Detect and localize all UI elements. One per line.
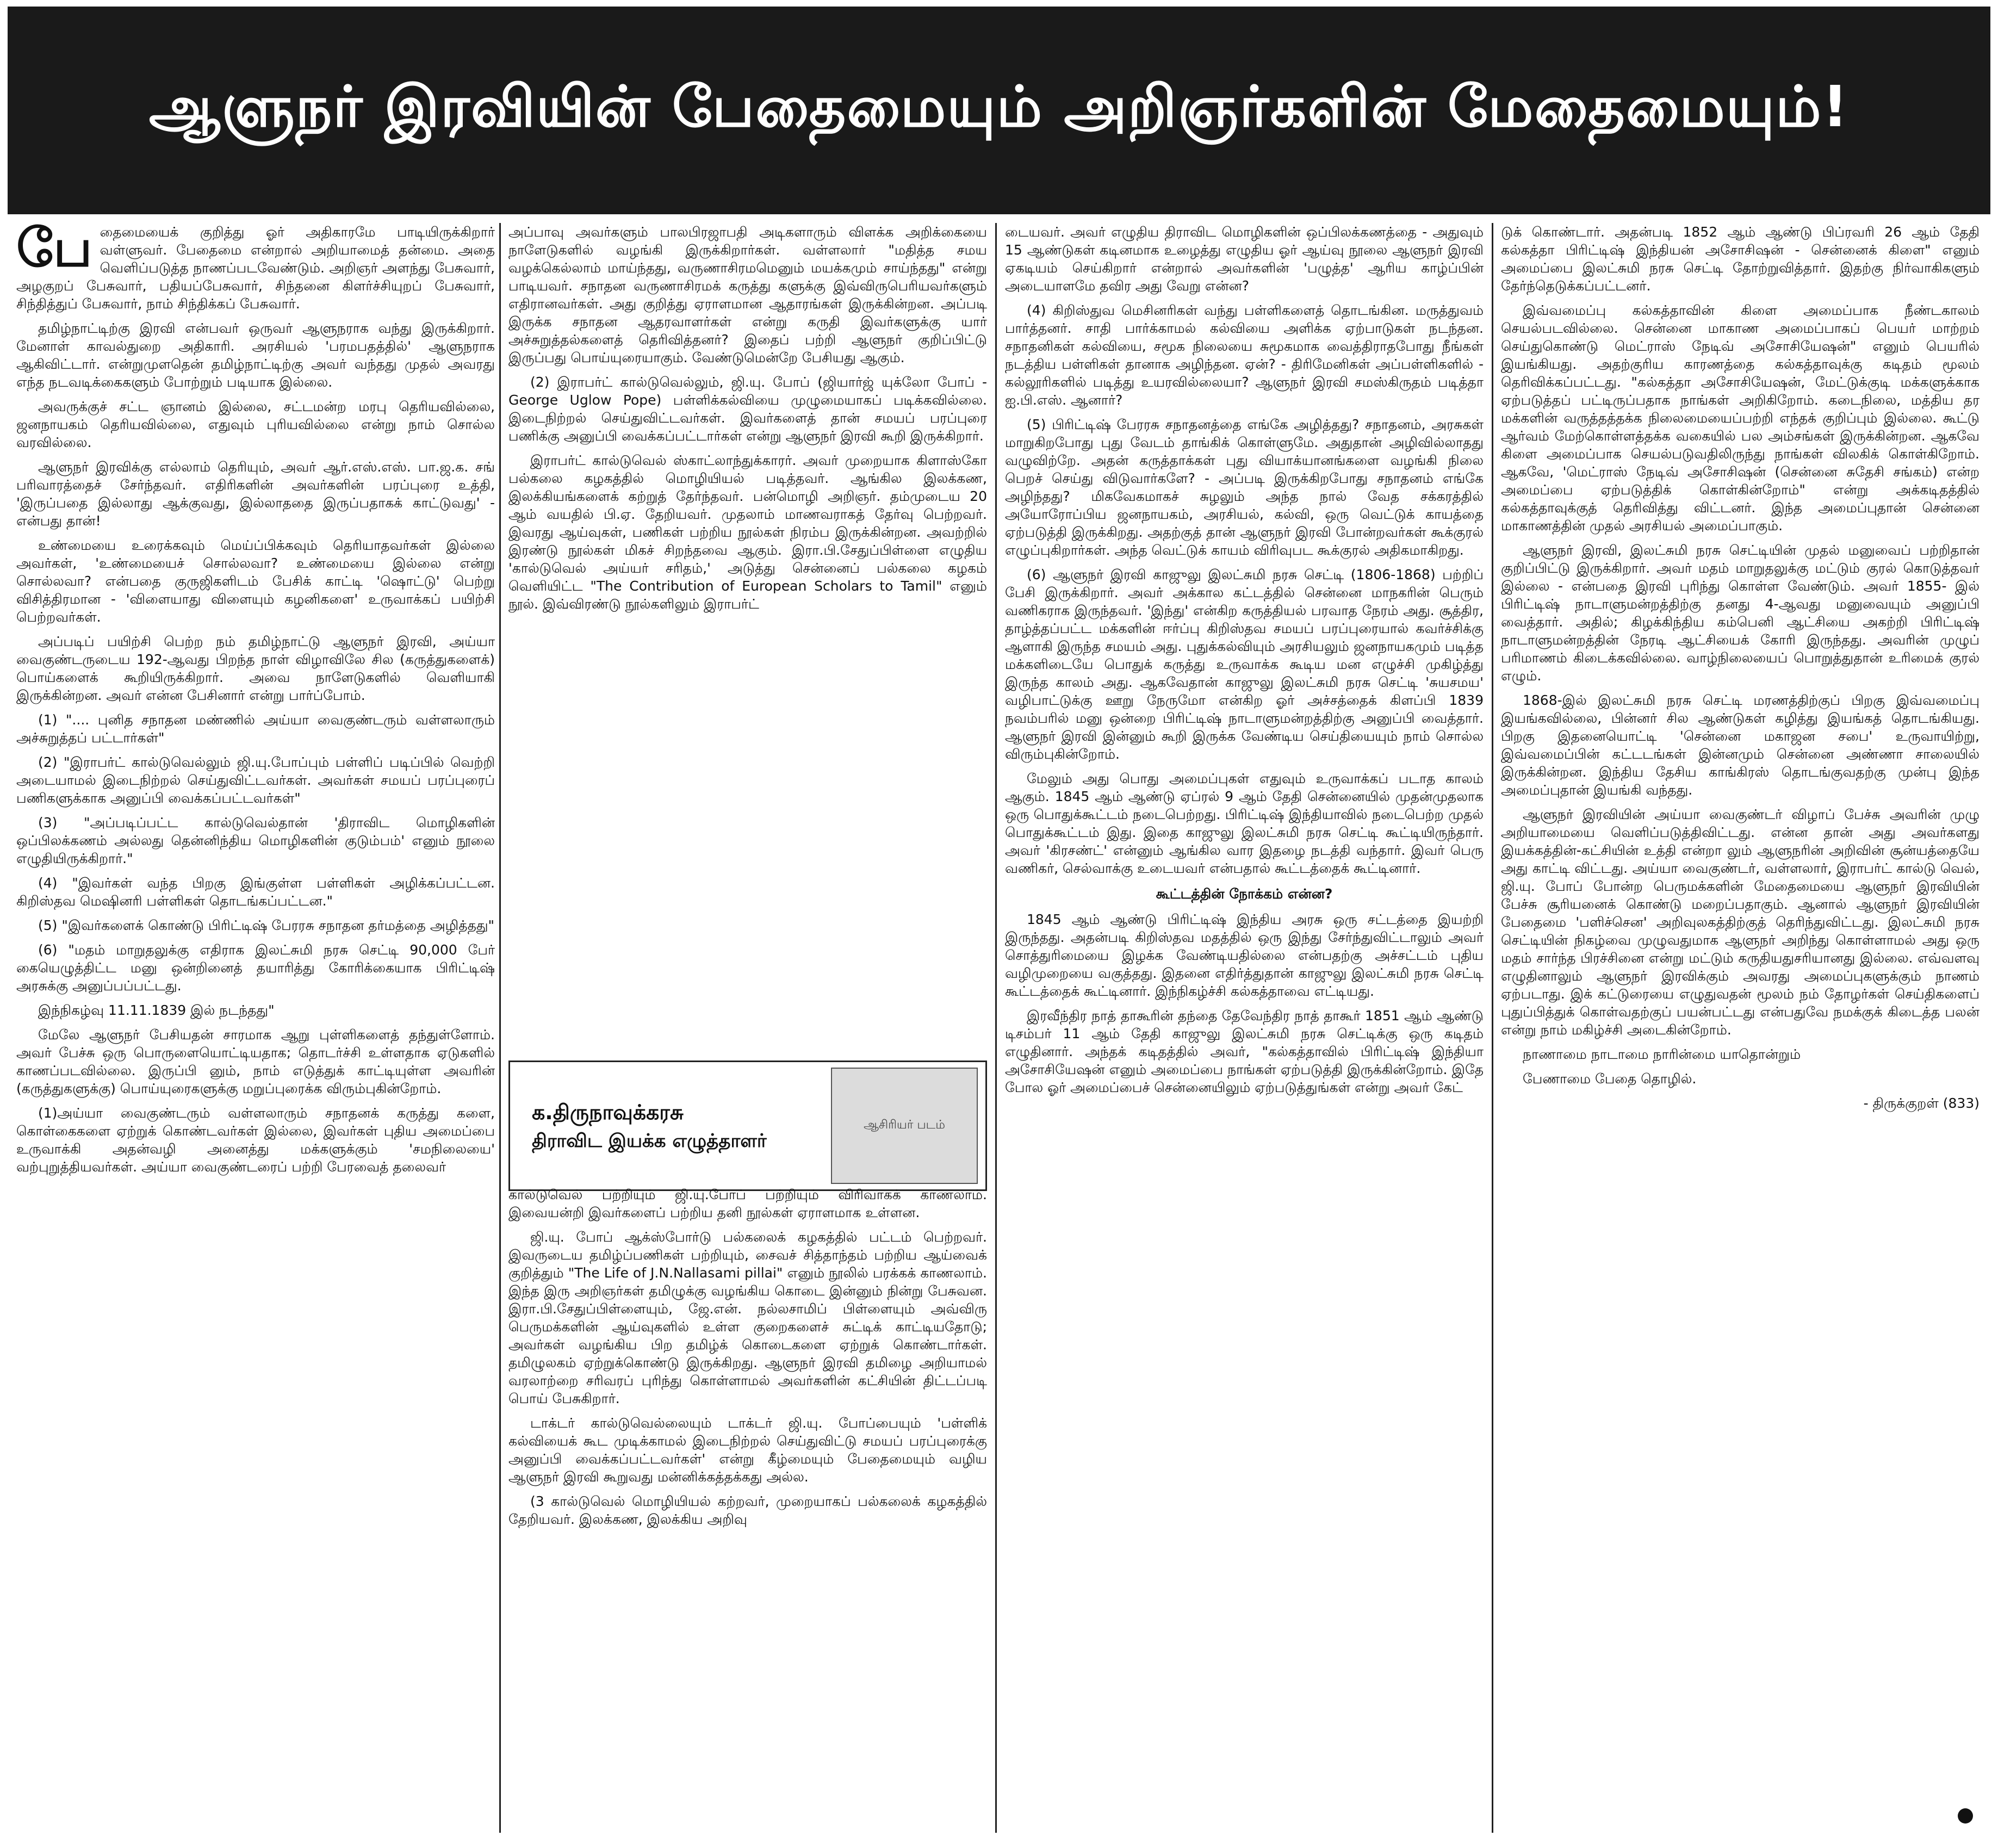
governor-quote-3: (3) "அப்படிப்பட்ட கால்டுவெல்தான் 'திராவிட மொழிகளின் ஒப்பிலக்கணம் அல்லது தென்னிந்திய மொழிகளின் குடும்பம்' எனும் நூலை எழுதியிருக்கிறார்." xyxy=(16,815,495,866)
article-paragraph: அப்படிப் பயிற்சி பெற்ற நம் தமிழ்நாட்டு ஆளுநர் இரவி, அய்யா வைகுண்டருடைய 192-ஆவது பிறந்த நாள் விழாவிலே சில (கருத்துகளைக்) பொய்களைக் கூறியிருக்கிறார். அவை நாளேடுகளில் வெளியாகி இருக்கின்றன. அவர் என்ன பேசினார் என்று பார்ப்போம். xyxy=(16,634,495,703)
article-paragraph: உண்மையை உரைக்கவும் மெய்ப்பிக்கவும் தெரியாதவர்கள் இல்லை அவர்கள், 'உண்மையைச் சொல்லவா? உண்மையை இல்லை என்று சொல்லவா? என்பதை குருஜிகளிடம் பேசிக் காட்டி 'ஷொட்டு' பெற்று விசித்திரமான - 'விளையாது விளையும் கழனிகளை' உருவாக்கப் பயிற்சி பெற்றவர்கள். xyxy=(16,537,495,625)
governor-quote-6: (6) "மதம் மாறுதலுக்கு எதிராக இலட்சுமி நரசு செட்டி 90,000 பேர் கையெழுத்திட்ட மனு ஒன்றினைத் தயாரித்து கோரிக்கையாக பிரிட்டிஷ் அரசுக்கு அனுப்பப்பட்டது. xyxy=(16,942,495,994)
governor-quote-2: (2) "இராபர்ட் கால்டுவெல்லும் ஜி.யு.போப்பும் பள்ளிப் படிப்பில் வெற்றி அடையாமல் இடைநிற்றல் செய்துவிட்டவர்கள். அவர்கள் சமயப் பரப்புரைப் பணிகளுக்காக அனுப்பி வைக்கப்பட்டவர்கள்" xyxy=(16,754,495,806)
article-column-1 xyxy=(16,223,495,1833)
headline: ஆளுநர் இரவியின் பேதைமையும் அறிஞர்களின் மேதைமையும்! xyxy=(148,73,1850,140)
article-paragraph: (2) இராபர்ட் கால்டுவெல்லும், ஜி.யு. போப் (ஜியார்ஜ் யுக்லோ போப் - George Uglow Pope) பள்ளிக்கல்வியை முழுமையாகப் படிக்கவில்லை. இடைநிற்றல் செய்துவிட்டவர்கள். இவர்களைத் தான் சமயப் பரப்புரை பணிக்கு அனுப்பி வைக்கப்பட்டார்கள் என்று ஆளுநர் இரவி கூறி இருக்கிறார். xyxy=(508,374,987,444)
author-photo: ஆசிரியர் படம் xyxy=(831,1068,978,1184)
section-subheading: கூட்டத்தின் நோக்கம் என்ன? xyxy=(1156,886,1333,902)
article-paragraph: 1868-இல் இலட்சுமி நரசு செட்டி மரணத்திற்குப் பிறகு இவ்வமைப்பு இயங்கவில்லை, பின்னர் சில ஆண்டுகள் கழித்து இயங்கத் தொடங்கியது. பிறகு இதனையொட்டி 'சென்னை மகாஜன சபை' உருவாயிற்று, இவ்வமைப்பின் கட்டடங்கள் இன்னமும் சென்னை அண்ணா சாலையில் இருக்கின்றன. இந்திய தேசிய காங்கிரஸ் தொடங்குவதற்கு முன்பு இந்த அமைப்புதான் இயங்கி வந்தது. xyxy=(1501,692,1980,798)
kural-line-1: நாணாமை நாடாமை நாரின்மை யாதொன்றும் xyxy=(1523,1046,1801,1062)
article-paragraph: இவ்வமைப்பு கல்கத்தாவின் கிளை அமைப்பாக நீண்டகாலம் செயல்படவில்லை. சென்னை மாகாண அமைப்பாகப் பெயர் மாற்றம் செய்துகொண்டு மெட்ராஸ் நேடிவ் அசோசியேஷன்" எனும் பெயரில் இயங்கியது. அதற்குரிய காரணத்தை கல்கத்தாவுக்கு கடிதம் மூலம் தெரிவிக்கப்பட்டது. "கல்கத்தா அசோசியேஷன், மேட்டுக்குடி மக்களுக்காக ஏற்படுத்தப் பட்டிருப்பதாக நாங்கள் அறிகிறோம். கடைநிலை, மத்திய தர மக்களின் வருத்தத்தக்க நிலைமையைப்பற்றி எந்தக் குறிப்பும் இல்லை. கூட்டு ஆர்வம் மேற்கொள்ளத்தக்க வகையில் பல அம்சங்கள் இருக்கின்றன. ஆகவே கிளை அமைப்பாக செயல்படுவதிலிருந்து நாங்கள் விலகிக் கொள்கிறோம். ஆகவே, 'மெட்ராஸ் நேடிவ் அசோசிஷன் (சென்னை சுதேசி சங்கம்) என்ற அமைப்பை ஏற்படுத்திக் கொள்கின்றோம்" என்று அக்கடிதத்தில் கல்கத்தாவுக்குத் தெரிவித்து விட்டனர். இந்த அமைப்புதான் சென்னை மாகாணத்தின் முதல் அரசியல் அமைப்பாகும். xyxy=(1501,302,1980,534)
article-paragraph: ஜி.யு. போப் ஆக்ஸ்போர்டு பல்கலைக் கழகத்தில் பட்டம் பெற்றவர். இவருடைய தமிழ்ப்பணிகள் பற்றியும், சைவச் சித்தாந்தம் பற்றிய ஆய்வைக் குறித்தும் "The Life of J.N.Nallasami pillai" எனும் நூலில் பரக்கக் காணலாம். இந்த இரு அறிஞர்கள் தமிழுக்கு வழங்கிய கொடை இன்னும் நின்று பேசுவன. இரா.பி.சேதுப்பிள்ளையும், ஜே.என். நல்லசாமிப் பிள்ளையும் அவ்விரு பெருமக்களின் ஆய்வுகளில் உள்ள குறைகளைச் சுட்டிக் காட்டியதோடு; அவர்கள் வழங்கிய பிற தமிழ்க் கொடைகளை ஏற்றுக் கொண்டார்கள். தமிழுலகம் ஏற்றுக்கொண்டு இருக்கிறது. ஆளுநர் இரவி தமிழை அறியாமல் வரலாற்றை சரிவரப் புரிந்து கொள்ளாமல் அவர்களின் கட்சியின் திட்டப்படி பொய் பேசுகிறார். xyxy=(508,1229,987,1406)
article-paragraph: (6) ஆளுநர் இரவி காஜுலு இலட்சுமி நரசு செட்டி (1806-1868) பற்றிப் பேசி இருக்கிறார். அவர் அக்கால கட்டத்தில் சென்னை மாநகரின் பெரும் வணிகராக இருந்தவர். 'இந்து' என்கிற கருத்தியல் பரவாத நேரம் அது. சூத்திர, தாழ்த்தப்பட்ட மக்களின் ஈர்ப்பு கிறிஸ்தவ சமயப் பரப்புரையால் கவர்ச்சிக்கு ஆளாகி இருந்த சமயம் அது. புதுக்கல்வியும் அரசியலும் ஜனநாயகமும் படித்த மக்களிடையே பொதுக் கருத்து உருவாக்க கூடிய மன எழுச்சி முகிழ்த்து இருந்த காலம் அது. ஆகவேதான் காஜுலு இலட்சுமி நரசு செட்டி 'சுயசமய' வழிபாட்டுக்கு ஊறு நேருமோ என்கிற ஓர் அச்சத்தைக் கிளப்பி 1839 நவம்பரில் மனு ஒன்றை பிரிட்டிஷ் நாடாளுமன்றத்திற்கு அனுப்பி வைத்தார். ஆளுநர் இரவி இன்னும் கூறி இருக்க வேண்டிய செய்தியையும் நாம் சொல்ல விரும்புகின்றோம். xyxy=(1005,567,1484,762)
article-paragraph: ஆளுநர் இரவி, இலட்சுமி நரசு செட்டியின் முதல் மனுவைப் பற்றிதான் குறிப்பிட்டு இருக்கிறார். அவர் மதம் மாறுதலுக்கு மட்டும் குரல் கொடுத்தவர் இல்லை - என்பதை இரவி புரிந்து கொள்ள வேண்டும். அவர் 1855- இல் பிரிட்டிஷ் நாடாளுமன்றத்திற்கு தனது 4-ஆவது மனுவையும் அனுப்பி வைத்தார். அதில்; கிழக்கிந்திய கம்பெனி ஆட்சியை அகற்றி பிரிட்டிஷ் நாடாளுமன்றத்தின் நேரடி ஆட்சியைக் கோரி இருந்தது. அவரின் முழுப் பரிமாணம் கிடைக்கவில்லை. வாழ்நிலையைப் பொறுத்துதான் உரிமைக் குரல் எழும். xyxy=(1501,542,1980,684)
article-paragraph: கால்டுவெல் பற்றியும் ஜி.யு.போப் பற்றியும் விரிவாகக் காணலாம். இவையன்றி இவர்களைப் பற்றிய தனி நூல்கள் ஏராளமாக உள்ளன. xyxy=(508,1187,987,1220)
article-column-3 xyxy=(1005,223,1484,1833)
article-paragraph: டையவர். அவர் எழுதிய திராவிட மொழிகளின் ஒப்பிலக்கணத்தை - அதுவும் 15 ஆண்டுகள் கடினமாக உழைத்து எழுதிய ஓர் ஆய்வு நூலை ஆளுநர் இரவி ஏகடியம் செய்கிறார் என்றால் அவர்களின் 'பழுத்த' ஆரிய காழ்ப்பின் அடையாளமே தவிர அது வேறு என்ன? xyxy=(1005,224,1484,294)
author-box xyxy=(508,1061,987,1191)
article-paragraph: (5) பிரிட்டிஷ் பேரரசு சநாதனத்தை எங்கே அழித்தது? சநாதனம், அரசுகள் மாறுகிறபோது புது வேடம் தாங்கிக் கொள்ளுமே. அதுதான் அழிவில்லாதது வழுவிற்றே. அதன் கருத்தாக்கள் புது வியாக்யானங்களை வழங்கி நிலை பெறச் செய்து விடுவார்களே? - அப்படி இருக்கிறபோது சநாதனம் எங்கே அழிந்தது? மிகவேகமாகச் சுழலும் அந்த நால் வேத சக்கரத்தில் அயோரோப்பிய ஜனநாயகம், அரசியல், கல்வி, ஒரு வெட்டுக் காயத்தை ஏற்படுத்தி இருக்கிறது. அதற்குத் தான் ஆளுநர் இரவி போன்றவர்கள் கூக்குரல் எழுப்புகிறார்கள். அந்த வெட்டுக் காயம் விரிவுபட கூக்குரல் அதிகமாகிறது. xyxy=(1005,417,1484,558)
article-paragraph: டாக்டர் கால்டுவெல்லையும் டாக்டர் ஜி.யு. போப்பையும் 'பள்ளிக் கல்வியைக் கூட முடிக்காமல் இடைநிற்றல் செய்துவிட்டு சமயப் பரப்புரைக்கு அனுப்பி வைக்கப்பட்டவர்கள்' என்று கீழ்மையும் பேதைமையும் வழிய ஆளுநர் இரவி கூறுவது மன்னிக்கத்தக்கது அல்ல. xyxy=(508,1415,987,1485)
article-paragraph: இராபர்ட் கால்டுவெல் ஸ்காட்லாந்துக்காரர். அவர் முறையாக கிளாஸ்கோ பல்கலை கழகத்தில் மொழியியல் படித்தவர். ஆங்கில இலக்கண, இலக்கியங்களைக் கற்றுத் தேர்ந்தவர். பன்மொழி அறிஞர். தம்முடைய 20 ஆம் வயதில் பி.ஏ. தேறியவர். முதலாம் மாணவராகத் தேர்வு பெற்றவர். இவரது ஆய்வுகள், பணிகள் பற்றிய நூல்கள் நிரம்ப இருக்கின்றன. அவற்றில் இரண்டு நூல்கள் மிகச் சிறந்தவை ஆகும். இரா.பி.சேதுப்பிள்ளை எழுதிய 'கால்டுவெல் அய்யர் சரிதம்,' அடுத்து சென்னைப் பல்கலை கழகம் வெளியிட்ட "The Contribution of European Scholars to Tamil" எனும் நூல். இவ்விரண்டு நூல்களிலும் இராபர்ட் xyxy=(508,452,987,612)
article-paragraph: (4) கிறிஸ்துவ மெசினரிகள் வந்து பள்ளிகளைத் தொடங்கின. மருத்துவம் பார்த்தனர். சாதி பார்க்காமல் கல்வியை அளிக்க ஏற்பாடுகள் நடந்தன. சநாதனிகள் கல்வியை, சமூக நிலையை சுமூகமாக வைத்திராதபோது நீங்கள் நடத்திய பள்ளிகள் தானாக அழிந்தன. ஏன்? - திரிமேனிகள் அப்பள்ளிகளில் - கல்லூரிகளில் படித்து உயரவில்லையா? ஆளுநர் இரவி சமஸ்கிருதம் படித்தா ஐ.பி.எஸ். ஆனார்? xyxy=(1005,302,1484,408)
column-divider xyxy=(1492,223,1493,1833)
article-column-2-top xyxy=(508,223,987,1055)
end-of-article-mark xyxy=(1958,1808,1973,1824)
column-divider xyxy=(995,223,997,1833)
author-name: க.திருநாவுக்கரசு xyxy=(532,1100,684,1124)
article-paragraph: தமிழ்நாட்டிற்கு இரவி என்பவர் ஒருவர் ஆளுநராக வந்து இருக்கிறார். மேனாள் காவல்துறை அதிகாரி. அரசியல் 'பரமபதத்தில்' ஆளுநராக ஆகிவிட்டார். என்றுமுளதென் தமிழ்நாட்டிற்கு அவர் வந்தது முதல் அவரது எந்த நடவடிக்கைகளும் போற்றும் படியாக இல்லை. xyxy=(16,320,495,390)
article-column-2-bottom xyxy=(508,1186,987,1833)
governor-quote-6-date: இந்நிகழ்வு 11.11.1839 இல் நடந்தது" xyxy=(38,1002,275,1018)
drop-cap: பே xyxy=(16,223,92,278)
article-column-4 xyxy=(1501,223,1980,1833)
headline-banner xyxy=(8,7,1990,214)
article-paragraph: டுக் கொண்டார். அதன்படி 1852 ஆம் ஆண்டு பிப்ரவரி 26 ஆம் தேதி கல்கத்தா பிரிட்டிஷ் இந்தியன் அசோசிஷன் - சென்னைக் கிளை" எனும் அமைப்பை இலட்சுமி நரசு செட்டி தோற்றுவித்தார். இதற்கு நிர்வாகிகளும் தேர்ந்தெடுக்கப்பட்டனர். xyxy=(1501,224,1980,294)
article-paragraph: அப்பாவு அவர்களும் பாலபிரஜாபதி அடிகளாரும் விளக்க அறிக்கையை நாளேடுகளில் வழங்கி இருக்கிறார்கள். வள்ளலார் "மதித்த சமய வழக்கெல்லாம் மாய்ந்தது, வருணாசிரமமெனும் மயக்கமும் சாய்ந்தது" என்று பாடியவர். சநாதன வருணாசிரமக் கருத்து களுக்கு இவ்விருபெரியவர்களும் எதிரானவர்கள். அது குறித்து ஏராளமான ஆதாரங்கள் இருக்கின்றன. அப்படி இருக்க சநாதன ஆதரவாளர்கள் என்று கருதி இவர்களுக்கு யார் அச்சுறுத்தல்களைத் தெரிவித்தனர்? இதைப் பற்றி ஆளுநர் குறிப்பிட்டு இருப்பது பொய்யுரையாகும். வேண்டுமென்றே பேசியது ஆகும். xyxy=(508,224,987,365)
article-paragraph: (3 கால்டுவெல் மொழியியல் கற்றவர், முறையாகப் பல்கலைக் கழகத்தில் தேறியவர். இலக்கண, இலக்கிய அறிவு xyxy=(508,1493,987,1527)
article-paragraph: பே தைமையைக் குறித்து ஓர் அதிகாரமே பாடியிருக்கிறார் வள்ளுவர். பேதைமை என்றால் அறியாமைத் தன்மை. அதை வெளிப்படுத்த நாணப்படவேண்டும். அறிஞர் அளந்து பேசுவார், அழகுறப் பேசுவார், பதியப்பேசுவார், சிந்தனை கிளர்ச்சியுறப் பேசுவார், சிந்தித்துப் பேசுவார், நாம் சிந்திக்கப் பேசுவார். xyxy=(16,223,495,312)
kural-reference: - திருக்குறள் (833) xyxy=(1863,1095,1980,1111)
article-paragraph: ஆளுநர் இரவியின் அய்யா வைகுண்டர் விழாப் பேச்சு அவரின் முழு அறியாமையை வெளிப்படுத்திவிட்டது. என்ன தான் அது அவர்களது இயக்கத்தின்-கட்சியின் உத்தி என்றா லும் ஆளுநரின் அறிவின் சூன்யத்தையே அது காட்டி விட்டது. அய்யா வைகுண்டர், வள்ளலார், இராபர்ட் கால்டு வெல், ஜி.யு. போப் போன்ற பெருமக்களின் மேதைமையை ஆளுநர் இரவியின் பேச்சு சூரியனைக் கொண்டு மறைப்பதாகும். ஆனால் ஆளுநர் இரவியின் பேதைமை 'பளிச்சென' அறிவுலகத்திற்குத் தெரிந்துவிட்டது. இலட்சுமி நரசு செட்டியின் நிகழ்வை முழுவதுமாக ஆளுநர் அறிந்து கொள்ளாமல் அது ஒரு மதம் சார்ந்த பிரச்சினை என்று மட்டும் கருதியதுசரியானது இல்லை. எவ்வளவு எழுதினாலும் ஆளுநர் இரவிக்கும் அவரது அமைப்புகளுக்கும் நாணம் ஏற்படாது. இக் கட்டுரையை எழுதுவதன் மூலம் நம் தோழர்கள் செய்திகளைப் புதுப்பித்துக் கொள்வதற்குப் பயன்பட்டது என்பதுவே நமக்குக் கிடைத்த பலன் என்று நாம் மகிழ்ச்சி அடைகின்றோம். xyxy=(1501,807,1980,1038)
kural-line-2: பேணாமை பேதை தொழில். xyxy=(1523,1071,1697,1087)
article-paragraph: (1)அய்யா வைகுண்டரும் வள்ளலாரும் சநாதனக் கருத்து களை, கொள்கைகளை ஏற்றுக் கொண்டவர்கள் இல்லை, இவர்கள் புதிய அமைப்பை உருவாக்கி அதன்வழி அனைத்து மக்களுக்கும் 'சமநிலையை' வற்புறுத்தியவர்கள். அய்யா வைகுண்டரைப் பற்றி பேரவைத் தலைவர் xyxy=(16,1105,495,1175)
article-paragraph: மேலும் அது பொது அமைப்புகள் எதுவும் உருவாக்கப் படாத காலம் ஆகும். 1845 ஆம் ஆண்டு ஏப்ரல் 9 ஆம் தேதி சென்னையில் முதன்முதலாக ஒரு பொதுக்கூட்டம் நடைபெற்றது. பிரிட்டிஷ் இந்தியாவில் நடைபெற்ற முதல் பொதுக்கூட்டம் இது. இதை காஜுலு இலட்சுமி நரசு செட்டி கூட்டியிருந்தார். அவர் 'கிரசண்ட்' என்னும் ஆங்கில வார இதழை நடத்தி வந்தார். இவர் பெரு வணிகர், செல்வாக்கு உடையவர் என்பதால் கூட்டத்தைக் கூட்டினார். xyxy=(1005,771,1484,876)
article-paragraph: மேலே ஆளுநர் பேசியதன் சாரமாக ஆறு புள்ளிகளைத் தந்துள்ளோம். அவர் பேச்சு ஒரு பொருளையொட்டியதாக; தொடர்ச்சி உள்ளதாக ஏடுகளில் காணப்படவில்லை. இருப்பி னும், நாம் எடுத்துக் காட்டியுள்ள அவரின் (கருத்துகளுக்கு) பொய்யுரைகளுக்கு மறுப்புரைக்க விரும்புகின்றோம். xyxy=(16,1027,495,1096)
governor-quote-1: (1) ".... புனித சநாதன மண்ணில் அய்யா வைகுண்டரும் வள்ளலாரும் அச்சுறுத்தப் பட்டார்கள்" xyxy=(16,712,495,746)
governor-quote-4: (4) "இவர்கள் வந்த பிறகு இங்குள்ள பள்ளிகள் அழிக்கப்பட்டன. கிறிஸ்தவ மெஷினரி பள்ளிகள் தொடங்கப்பட்டன." xyxy=(16,875,495,909)
article-paragraph: ஆளுநர் இரவிக்கு எல்லாம் தெரியும், அவர் ஆர்.எஸ்.எஸ். பா.ஜ.க. சங் பரிவாரத்தைச் சேர்ந்தவர். எதிரிகளின் அவர்களின் பரப்புரை உத்தி, 'இருப்பதை இல்லாது ஆக்குவது, இல்லாததை இருப்பதாகக் காட்டுவது' - என்பது தான்! xyxy=(16,459,495,529)
author-role: திராவிட இயக்க எழுத்தாளர் xyxy=(532,1130,767,1152)
article-paragraph: 1845 ஆம் ஆண்டு பிரிட்டிஷ் இந்திய அரசு ஒரு சட்டத்தை இயற்றி இருந்தது. அதன்படி கிறிஸ்தவ மதத்தில் ஒரு இந்து சேர்ந்துவிட்டாலும் அவர் சொத்துரிமையை இழக்க வேண்டியதில்லை என்பதற்கு அச்சட்டம் புதிய வழிமுறையை வகுத்தது. இதனை எதிர்த்துதான் காஜுலு இலட்சுமி நரசு செட்டி கூட்டத்தைக் கூட்டினார். இந்நிகழ்ச்சி கல்கத்தாவை எட்டியது. xyxy=(1005,911,1484,999)
column-divider xyxy=(499,223,501,1833)
governor-quote-5: (5) "இவர்களைக் கொண்டு பிரிட்டிஷ் பேரரசு சநாதன தர்மத்தை அழித்தது" xyxy=(38,917,495,933)
article-paragraph: அவருக்குச் சட்ட ஞானம் இல்லை, சட்டமன்ற மரபு தெரியவில்லை, ஜனநாயகம் தெரியவில்லை, எதுவும் புரியவில்லை என்று நாம் சொல்ல வரவில்லை. xyxy=(16,399,495,450)
article-paragraph: இரவீந்திர நாத் தாகூரின் தந்தை தேவேந்திர நாத் தாகூர் 1851 ஆம் ஆண்டு டிசம்பர் 11 ஆம் தேதி காஜுலு இலட்சுமி நரசு செட்டிக்கு ஒரு கடிதம் எழுதினார். அந்தக் கடிதத்தில் அவர், "கல்கத்தாவில் பிரிட்டிஷ் இந்தியா அசோசியேஷன் எனும் அமைப்பை நாங்கள் ஏற்படுத்தி இருக்கின்றோம். இதே போல ஓர் அமைப்பைச் சென்னையிலும் ஏற்படுத்துங்கள் என்று அவர் கேட் xyxy=(1005,1008,1484,1095)
